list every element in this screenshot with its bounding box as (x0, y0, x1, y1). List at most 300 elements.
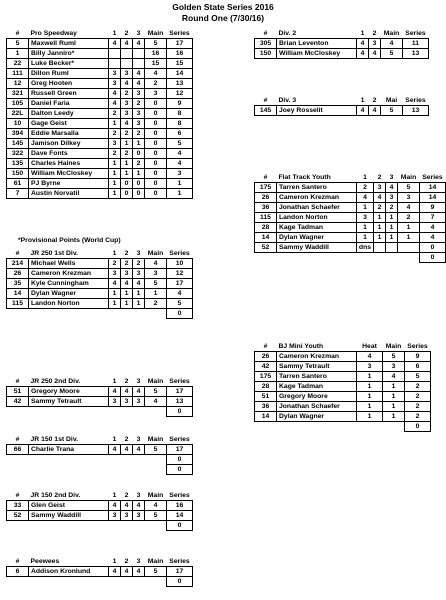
score-cell: 5 (383, 352, 405, 362)
score-cell: 5 (167, 299, 193, 309)
table-row (7, 129, 193, 139)
table-row (7, 387, 193, 397)
header-cell: # (15, 436, 20, 443)
table-row (7, 59, 193, 69)
score-cell: 3 (121, 511, 133, 521)
header-cell: Series (405, 30, 426, 37)
score-cell: 2 (374, 203, 386, 213)
score-cell (109, 407, 121, 417)
rider-name: Charlie Trana (29, 445, 109, 455)
rider-name: Dalton Leedy (29, 109, 109, 119)
score-cell: 17 (167, 279, 193, 289)
score-cell (133, 49, 145, 59)
header-cell: 3 (136, 30, 141, 37)
rider-number: 42 (7, 397, 29, 407)
rider-number: 52 (7, 511, 29, 521)
rider-number (7, 465, 29, 475)
rider-number: 322 (7, 149, 29, 159)
rider-number: 28 (255, 382, 277, 392)
header-cell: 2 (124, 492, 129, 499)
score-cell: 3 (109, 511, 121, 521)
rider-number: 26 (255, 352, 277, 362)
score-cell: 12 (167, 269, 193, 279)
rider-number: 42 (255, 362, 277, 372)
score-cell (133, 407, 145, 417)
rider-name: Cameron Krezman (29, 269, 109, 279)
header-cell: # (15, 250, 20, 257)
score-cell: 0 (167, 309, 193, 319)
rider-name: PJ Byrne (29, 179, 109, 189)
header-cell: Series (169, 558, 190, 565)
score-cell: 1 (121, 169, 133, 179)
rider-name: Luke Becker* (29, 59, 109, 69)
rider-number: 14 (7, 289, 29, 299)
header-cell: Series (422, 174, 443, 181)
table-row (7, 465, 193, 475)
score-cell: 3 (386, 193, 398, 203)
table-header (255, 173, 446, 183)
score-cell: 4 (121, 501, 133, 511)
header-cell: 1 (360, 97, 365, 104)
score-cell: 2 (133, 259, 145, 269)
header-cell: 2 (372, 30, 377, 37)
score-cell: 0 (167, 455, 193, 465)
rider-name: Joey Rosselit (277, 106, 357, 116)
score-cell: 0 (167, 465, 193, 475)
score-cell: 3 (133, 397, 145, 407)
header-cell: Series (169, 30, 190, 37)
score-cell: 0 (133, 149, 145, 159)
score-cell (145, 455, 167, 465)
div2-table (254, 29, 429, 59)
table-row (255, 372, 431, 382)
score-cell: 6 (405, 362, 431, 372)
header-cell: 1 (112, 30, 117, 37)
table-row (255, 382, 431, 392)
score-cell: 1 (397, 233, 419, 243)
score-cell: 3 (109, 69, 121, 79)
table-row (7, 79, 193, 89)
rider-number (7, 455, 29, 465)
rider-name: Billy Janniro* (29, 49, 109, 59)
score-cell: 0 (145, 169, 167, 179)
rider-number: 305 (255, 39, 277, 49)
score-cell: 4 (145, 259, 167, 269)
score-cell: 0 (145, 119, 167, 129)
score-cell: 1 (386, 223, 398, 233)
rider-name: Jonathan Schaefer (276, 203, 356, 213)
score-cell: 1 (357, 402, 383, 412)
rider-number (7, 521, 29, 531)
score-cell: 2 (405, 402, 431, 412)
score-cell (383, 422, 405, 432)
rider-name: Sammy Tetrault (29, 397, 109, 407)
table-row (7, 119, 193, 129)
table-row (255, 213, 446, 223)
rider-number: 105 (7, 99, 29, 109)
score-cell: 2 (109, 129, 121, 139)
score-cell: 9 (405, 352, 431, 362)
header-cell: Main (385, 343, 402, 350)
score-cell: 0 (145, 189, 167, 199)
score-cell: 7 (419, 213, 445, 223)
score-cell (109, 455, 121, 465)
score-cell (397, 253, 419, 263)
header-cell: Div. 2 (278, 30, 297, 37)
score-cell: 4 (383, 372, 405, 382)
score-cell: 1 (133, 299, 145, 309)
score-cell: 1 (383, 412, 405, 422)
header-cell: 3 (389, 174, 394, 181)
table-row (255, 203, 446, 213)
score-cell: 2 (133, 159, 145, 169)
rider-number: 51 (255, 392, 277, 402)
score-cell: 10 (167, 259, 193, 269)
table-row (255, 362, 431, 372)
header-cell: # (15, 30, 20, 37)
rider-number: 14 (255, 412, 277, 422)
score-cell: 4 (133, 567, 145, 577)
score-cell: 17 (167, 387, 193, 397)
score-cell (121, 407, 133, 417)
score-cell: 4 (145, 501, 167, 511)
header-cell: Pro Speedway (30, 30, 77, 37)
rider-number: 135 (7, 159, 29, 169)
score-cell: 1 (357, 412, 383, 422)
rider-name: Dillon Ruml (29, 69, 109, 79)
rider-name: Cameron Krezman (277, 352, 357, 362)
header-cell: Div. 3 (278, 97, 297, 104)
score-cell: 4 (121, 279, 133, 289)
header-cell: 2 (124, 558, 129, 565)
score-cell: 2 (405, 392, 431, 402)
score-cell (145, 465, 167, 475)
score-cell: 17 (167, 39, 193, 49)
table-row (7, 269, 193, 279)
score-cell: 0 (121, 189, 133, 199)
score-cell (145, 309, 167, 319)
score-cell: 4 (109, 445, 121, 455)
rider-number: 52 (255, 243, 277, 253)
table-header (7, 491, 193, 501)
table-row (7, 511, 193, 521)
score-cell (121, 521, 133, 531)
score-cell: 2 (145, 79, 167, 89)
score-cell: 4 (374, 193, 386, 203)
score-cell: 4 (167, 159, 193, 169)
score-cell (133, 59, 145, 69)
score-cell: 4 (356, 193, 373, 203)
score-cell: 2 (109, 109, 121, 119)
score-cell: 4 (133, 387, 145, 397)
table-row (7, 577, 193, 587)
table-row (7, 169, 193, 179)
rider-number: 14 (255, 233, 277, 243)
score-cell (133, 521, 145, 531)
score-cell: 0 (145, 129, 167, 139)
table-row (7, 39, 193, 49)
score-cell: 2 (109, 259, 121, 269)
score-cell: 4 (109, 501, 121, 511)
score-cell: 1 (374, 213, 386, 223)
score-cell: 3 (356, 213, 373, 223)
score-cell: 4 (419, 223, 445, 233)
header-cell: 3 (136, 250, 141, 257)
table-header (7, 557, 193, 567)
score-cell (374, 253, 386, 263)
rider-number: 6 (7, 567, 29, 577)
score-cell: 13 (167, 397, 193, 407)
rider-name (29, 407, 109, 417)
score-cell: 4 (145, 69, 167, 79)
score-cell: 13 (403, 106, 429, 116)
header-cell: Series (169, 378, 190, 385)
header-cell: Mai (385, 97, 398, 104)
jr150-1st-div-table (6, 435, 193, 475)
score-cell: 4 (133, 69, 145, 79)
table-row (7, 49, 193, 59)
score-cell (133, 577, 145, 587)
table-header (255, 342, 431, 352)
score-cell (386, 253, 398, 263)
score-cell: 2 (405, 412, 431, 422)
rider-name: Eddie Marsalla (29, 129, 109, 139)
rider-name: Tarren Santero (277, 372, 357, 382)
score-cell: 3 (109, 397, 121, 407)
score-cell: 3 (121, 69, 133, 79)
rider-number (7, 407, 29, 417)
score-cell: 11 (403, 39, 429, 49)
score-cell: 14 (167, 511, 193, 521)
table-row (255, 39, 429, 49)
table-row (7, 159, 193, 169)
score-cell: 1 (357, 392, 383, 402)
table-row (7, 299, 193, 309)
score-cell: 1 (383, 402, 405, 412)
score-cell (109, 577, 121, 587)
table-row (255, 223, 446, 233)
score-cell: 0 (145, 139, 167, 149)
score-cell: 4 (109, 279, 121, 289)
table-row (255, 193, 446, 203)
score-cell: 3 (121, 99, 133, 109)
score-cell: 6 (167, 129, 193, 139)
score-cell: 2 (133, 129, 145, 139)
table-row (255, 49, 429, 59)
rider-name: Jamison Dilkey (29, 139, 109, 149)
score-cell: 4 (357, 106, 369, 116)
score-cell: 2 (121, 129, 133, 139)
score-cell: 4 (419, 233, 445, 243)
score-cell (109, 521, 121, 531)
rider-name: Gregory Moore (29, 387, 109, 397)
header-cell: 2 (124, 378, 129, 385)
header-cell: Series (169, 492, 190, 499)
score-cell: 5 (397, 183, 419, 193)
score-cell: 1 (167, 189, 193, 199)
score-cell: 2 (121, 149, 133, 159)
table-row (7, 279, 193, 289)
score-cell: 4 (133, 79, 145, 89)
rider-name: Brian Leventon (277, 39, 357, 49)
rider-number: 10 (7, 119, 29, 129)
rider-name: Landon Norton (276, 213, 356, 223)
header-cell: 2 (124, 250, 129, 257)
score-cell: 1 (133, 169, 145, 179)
header-cell: 3 (136, 378, 141, 385)
header-cell: Main (147, 250, 164, 257)
score-cell (133, 465, 145, 475)
score-cell: 5 (145, 567, 167, 577)
score-cell: 1 (386, 233, 398, 243)
score-cell: 4 (121, 119, 133, 129)
score-cell (121, 465, 133, 475)
score-cell (386, 243, 398, 253)
score-cell: 0 (167, 407, 193, 417)
header-cell: 3 (136, 436, 141, 443)
rider-name: Gage Geist (29, 119, 109, 129)
provisional-note: *Provisional Points (World Cup) (18, 237, 121, 244)
score-cell: 3 (357, 362, 383, 372)
score-cell: 0 (145, 149, 167, 159)
score-cell: 3 (133, 511, 145, 521)
score-cell (121, 309, 133, 319)
rider-number: 66 (7, 445, 29, 455)
header-cell: BJ Mini Youth (278, 343, 324, 350)
header-cell: Main (147, 378, 164, 385)
rider-name: Addison Kronlund (29, 567, 109, 577)
score-cell: 14 (167, 69, 193, 79)
header-cell: 2 (377, 174, 382, 181)
rider-name: Landon Norton (29, 299, 109, 309)
table-row (255, 422, 431, 432)
rider-name: Dylan Wagner (29, 289, 109, 299)
score-cell: 0 (133, 179, 145, 189)
rider-number: 5 (7, 39, 29, 49)
score-cell: 2 (145, 299, 167, 309)
header-cell: Flat Track Youth (278, 174, 331, 181)
header-cell: 2 (124, 30, 129, 37)
rider-number (7, 577, 29, 587)
score-cell (133, 309, 145, 319)
header-cell: Series (407, 343, 428, 350)
rider-name: Sammy Waddill (29, 511, 109, 521)
score-cell: 5 (167, 139, 193, 149)
table-row (255, 402, 431, 412)
score-cell: 0 (167, 521, 193, 531)
score-cell: 2 (386, 203, 398, 213)
table-row (7, 501, 193, 511)
score-cell: 9 (167, 99, 193, 109)
score-cell: 3 (397, 193, 419, 203)
table-header (7, 435, 193, 445)
rider-number: 33 (7, 501, 29, 511)
score-cell: 4 (133, 279, 145, 289)
score-cell: 1 (167, 179, 193, 189)
score-cell: 4 (357, 49, 369, 59)
score-cell: 1 (109, 179, 121, 189)
score-cell: 3 (109, 269, 121, 279)
score-cell (121, 577, 133, 587)
table-row (7, 309, 193, 319)
rider-number: 321 (7, 89, 29, 99)
rider-number: 115 (7, 299, 29, 309)
rider-name: Dylan Wagner (277, 412, 357, 422)
score-cell: 0 (419, 253, 445, 263)
table-header (255, 96, 429, 106)
score-cell: 3 (121, 109, 133, 119)
score-cell: 3 (121, 269, 133, 279)
score-cell: 1 (133, 289, 145, 299)
rider-number: 115 (255, 213, 277, 223)
rider-name: Gregory Moore (277, 392, 357, 402)
score-cell: 4 (109, 89, 121, 99)
table-row (255, 233, 446, 243)
header-cell: 1 (360, 30, 365, 37)
header-cell: 1 (112, 250, 117, 257)
rider-number: 26 (255, 193, 277, 203)
score-cell: 0 (121, 179, 133, 189)
score-cell (121, 455, 133, 465)
table-row (255, 412, 431, 422)
header-cell: # (263, 174, 268, 181)
table-row (255, 183, 446, 193)
score-cell: 4 (121, 567, 133, 577)
score-cell: 1 (356, 223, 373, 233)
rider-name: Michael Wells (29, 259, 109, 269)
table-row (7, 99, 193, 109)
table-row (7, 455, 193, 465)
score-cell: 4 (357, 39, 369, 49)
header-cell: Series (169, 436, 190, 443)
table-row (7, 189, 193, 199)
score-cell: 3 (374, 183, 386, 193)
rider-name: Glen Geist (29, 501, 109, 511)
header-cell: 2 (124, 436, 129, 443)
score-cell: 4 (386, 183, 398, 193)
score-cell: 1 (357, 382, 383, 392)
rider-name (29, 521, 109, 531)
score-cell: 0 (405, 422, 431, 432)
score-cell: 1 (121, 289, 133, 299)
rider-number: 12 (7, 79, 29, 89)
score-cell: 2 (405, 382, 431, 392)
header-cell: 3 (136, 492, 141, 499)
score-cell: 15 (145, 59, 167, 69)
score-cell: 2 (397, 213, 419, 223)
score-cell: 0 (145, 179, 167, 189)
score-cell: 17 (167, 445, 193, 455)
rider-number: 7 (7, 189, 29, 199)
header-cell: # (263, 343, 268, 350)
header-cell: Main (383, 30, 400, 37)
score-cell (109, 49, 121, 59)
rider-name: Cameron Krezman (276, 193, 356, 203)
rider-number: 150 (255, 49, 277, 59)
score-cell: 5 (405, 372, 431, 382)
header-cell: Main (147, 492, 164, 499)
rider-number: 145 (255, 106, 277, 116)
header-cell: # (15, 378, 20, 385)
score-cell: 4 (109, 39, 121, 49)
score-cell: 4 (369, 106, 381, 116)
score-cell (356, 253, 373, 263)
table-row (7, 567, 193, 577)
rider-number (255, 422, 277, 432)
score-cell: 5 (145, 39, 167, 49)
rider-number: 36 (255, 402, 277, 412)
score-cell: 1 (121, 139, 133, 149)
